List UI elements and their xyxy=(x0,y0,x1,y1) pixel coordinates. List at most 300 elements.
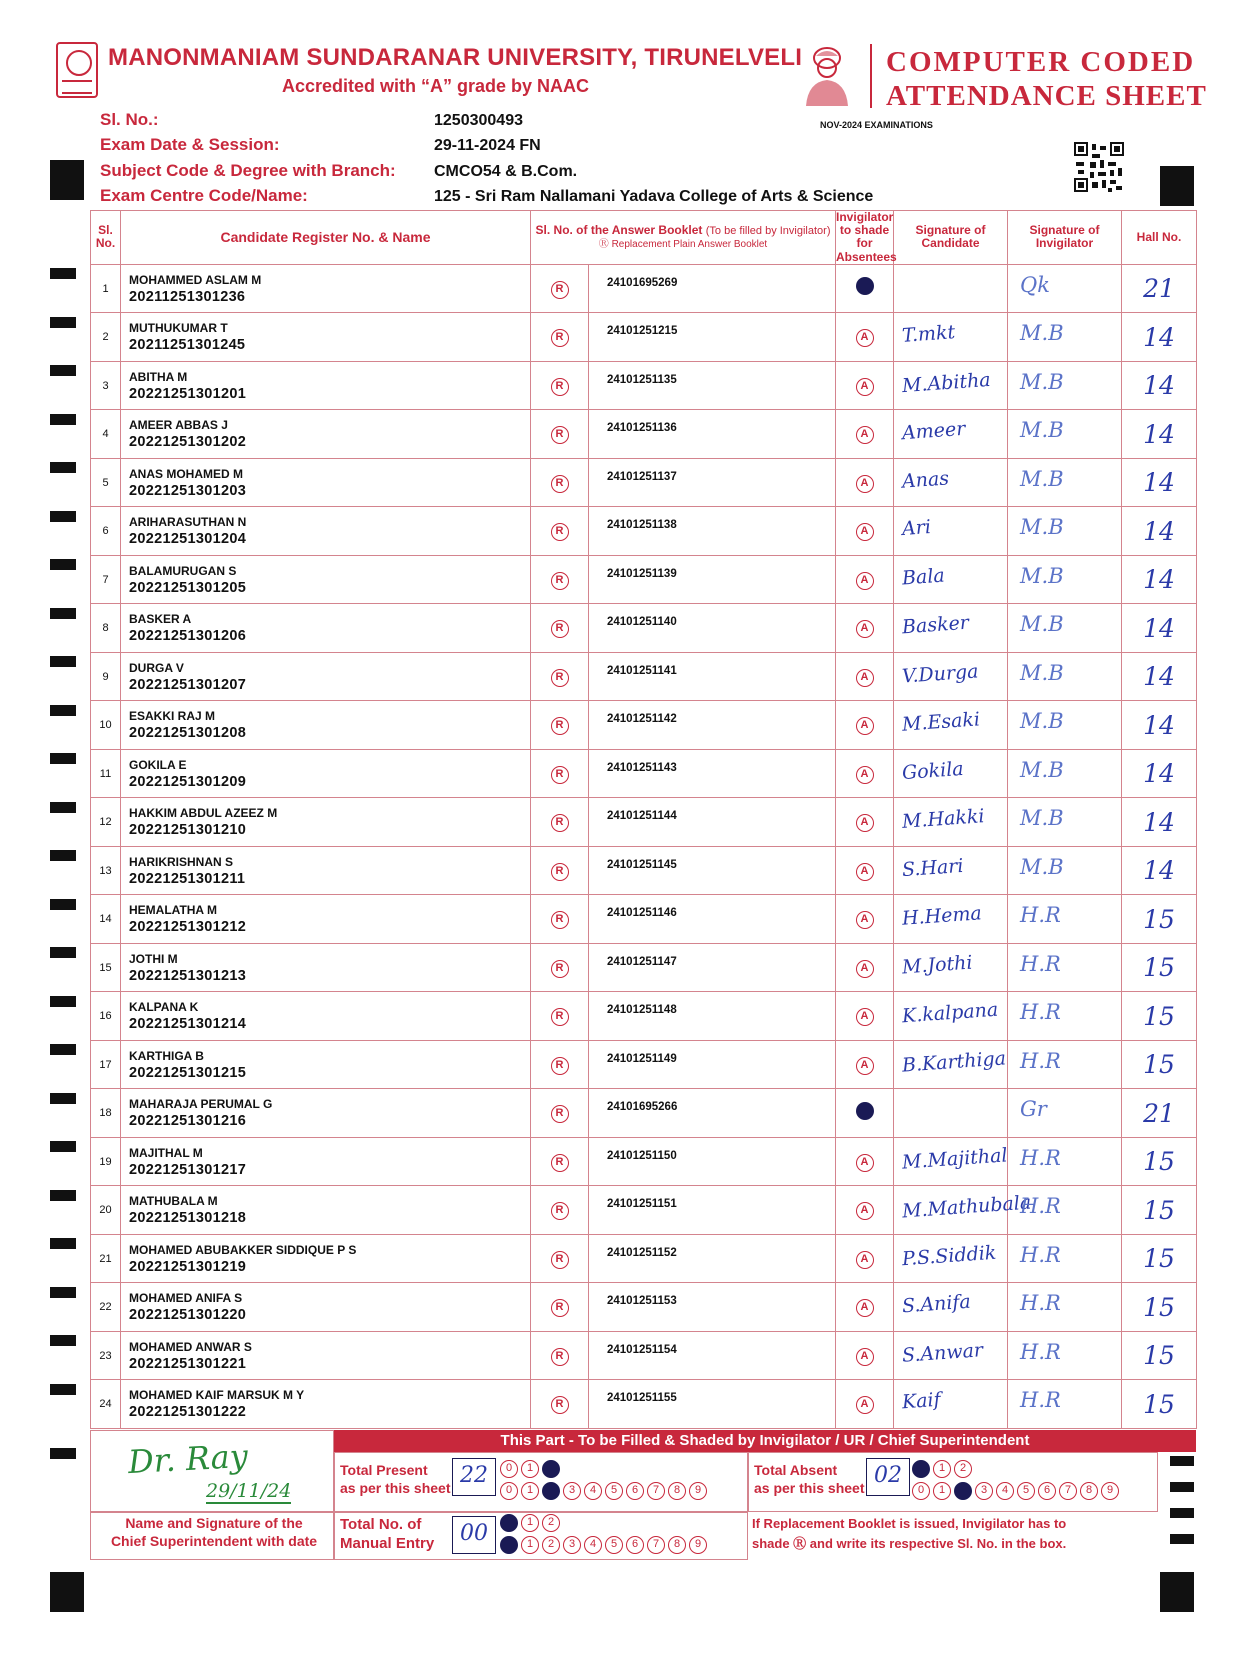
digit-bubble[interactable]: 3 xyxy=(975,1482,993,1500)
row-sl: 12 xyxy=(91,798,121,847)
candidate-signature-cell xyxy=(894,507,1008,556)
absent-bubble[interactable]: A xyxy=(856,329,874,347)
candidate-signature: M.Esaki xyxy=(901,708,981,736)
digit-bubble[interactable] xyxy=(542,1460,560,1478)
digit-bubble[interactable]: 0 xyxy=(500,1460,518,1478)
row-absent xyxy=(836,846,894,895)
digit-bubble[interactable]: 1 xyxy=(521,1514,539,1532)
replacement-bubble[interactable]: R xyxy=(551,1348,569,1366)
digit-bubble[interactable]: 3 xyxy=(563,1482,581,1500)
invigilator-signature-cell xyxy=(1008,410,1122,459)
chief-signature: Dr. Ray xyxy=(127,1436,249,1482)
replacement-bubble[interactable]: R xyxy=(551,717,569,735)
replacement-bubble[interactable]: R xyxy=(551,572,569,590)
digit-bubble[interactable] xyxy=(500,1536,518,1554)
timing-mark xyxy=(50,317,76,328)
answer-booklet-no: 24101251147 xyxy=(589,943,836,992)
invigilator-signature: M.B xyxy=(1020,806,1064,831)
invigilator-signature: H.R xyxy=(1020,1048,1061,1073)
candidate-register-no: 20221251301208 xyxy=(129,725,247,741)
row-replacement xyxy=(531,1089,589,1138)
answer-booklet-no: 24101251151 xyxy=(589,1186,836,1235)
candidate-register-no: 20221251301215 xyxy=(129,1064,247,1081)
digit-bubble[interactable]: 6 xyxy=(626,1536,644,1554)
digit-bubble[interactable]: 4 xyxy=(996,1482,1014,1500)
table-row xyxy=(91,313,1197,362)
total-absent-value[interactable]: 02 xyxy=(866,1458,910,1496)
digit-bubble[interactable]: 7 xyxy=(1059,1482,1077,1500)
invigilator-signature: M.B xyxy=(1020,515,1064,540)
answer-booklet-no: 24101251145 xyxy=(589,846,836,895)
row-sl: 17 xyxy=(91,1040,121,1089)
row-absent xyxy=(836,1283,894,1332)
digit-bubble[interactable]: 0 xyxy=(500,1482,518,1500)
row-absent xyxy=(836,604,894,653)
candidate-register-no: 20221251301205 xyxy=(129,579,247,596)
hall-no: 14 xyxy=(1122,749,1197,798)
replacement-note xyxy=(752,1514,1066,1553)
invigilator-signature: Qk xyxy=(1020,272,1050,297)
row-absent xyxy=(836,1040,894,1089)
chief-label-line1: Name and Signature of the xyxy=(125,1515,303,1531)
replacement-bubble[interactable]: R xyxy=(551,378,569,396)
row-candidate xyxy=(121,555,531,604)
replacement-bubble[interactable]: R xyxy=(551,426,569,444)
total-present-value[interactable]: 22 xyxy=(452,1458,496,1496)
candidate-register-no: 20221251301212 xyxy=(129,919,247,935)
row-sl: 9 xyxy=(91,652,121,701)
digit-bubble[interactable]: 4 xyxy=(584,1536,602,1554)
absent-bubble[interactable]: A xyxy=(856,766,874,784)
absent-tens-bubbles[interactable] xyxy=(912,1460,972,1478)
hall-no: 15 xyxy=(1122,1234,1197,1283)
timing-mark xyxy=(50,1287,76,1298)
total-absent-label-line2: as per this sheet xyxy=(754,1479,865,1496)
absent-bubble[interactable]: A xyxy=(856,620,874,638)
digit-bubble[interactable] xyxy=(954,1482,972,1500)
digit-bubble[interactable]: 3 xyxy=(563,1536,581,1554)
timing-mark xyxy=(50,1093,76,1104)
row-sl: 5 xyxy=(91,458,121,507)
timing-mark xyxy=(50,414,76,425)
invigilator-signature: H.R xyxy=(1020,1242,1061,1267)
digit-bubble[interactable]: 5 xyxy=(605,1536,623,1554)
invigilator-signature-cell xyxy=(1008,1283,1122,1332)
row-absent xyxy=(836,1089,894,1138)
row-candidate xyxy=(121,313,531,362)
manual-entry-label-line2: Manual Entry xyxy=(340,1534,435,1552)
absent-bubble[interactable]: A xyxy=(856,1396,874,1414)
candidate-signature-cell xyxy=(894,1331,1008,1380)
hall-no: 15 xyxy=(1122,943,1197,992)
replacement-bubble[interactable]: R xyxy=(551,911,569,929)
chief-label-line2: Chief Superintendent with date xyxy=(110,1533,318,1550)
replacement-bubble[interactable]: R xyxy=(551,523,569,541)
header-divider xyxy=(870,44,872,108)
row-candidate xyxy=(121,604,531,653)
digit-bubble[interactable]: 1 xyxy=(933,1460,951,1478)
row-sl: 2 xyxy=(91,313,121,362)
digit-bubble[interactable]: 4 xyxy=(584,1482,602,1500)
absent-bubble[interactable]: A xyxy=(856,669,874,687)
invigilator-signature-cell xyxy=(1008,604,1122,653)
row-replacement xyxy=(531,1331,589,1380)
replacement-bubble[interactable]: R xyxy=(551,1299,569,1317)
timing-mark xyxy=(50,1448,76,1459)
col-candidate-label: Candidate Register No. & Name xyxy=(220,228,431,245)
invigilator-signature-cell xyxy=(1008,458,1122,507)
replacement-bubble[interactable]: R xyxy=(551,669,569,687)
sl-no-value: 1250300493 xyxy=(434,112,523,129)
hall-no: 14 xyxy=(1122,313,1197,362)
candidate-signature: M.Majithal xyxy=(901,1144,1009,1174)
row-sl: 1 xyxy=(91,264,121,313)
digit-bubble[interactable] xyxy=(500,1514,518,1532)
replacement-bubble[interactable]: R xyxy=(551,1251,569,1269)
candidate-signature-cell xyxy=(894,701,1008,750)
answer-booklet-no: 24101251136 xyxy=(589,410,836,459)
answer-booklet-no: 24101251143 xyxy=(589,749,836,798)
invigilator-signature-cell xyxy=(1008,992,1122,1041)
absent-bubble-shaded[interactable] xyxy=(856,1102,874,1120)
digit-bubble[interactable]: 9 xyxy=(689,1536,707,1554)
replacement-bubble[interactable]: R xyxy=(551,620,569,638)
candidate-signature-cell xyxy=(894,1089,1008,1138)
candidate-name: MOHAMED ABUBAKKER SIDDIQUE P S xyxy=(129,1242,357,1257)
candidate-register-no: 20221251301221 xyxy=(129,1355,247,1372)
digit-bubble[interactable]: 2 xyxy=(542,1514,560,1532)
hall-no: 14 xyxy=(1122,798,1197,847)
answer-booklet-no: 24101251149 xyxy=(589,1040,836,1089)
candidate-signature: M.Jothi xyxy=(901,951,974,979)
replacement-note-line2: shade Ⓡ and write its respective Sl. No. in the box. xyxy=(752,1535,1067,1551)
row-absent xyxy=(836,458,894,507)
replacement-bubble[interactable]: R xyxy=(551,1154,569,1172)
candidate-name: ABITHA M xyxy=(129,369,188,384)
absent-bubble[interactable]: A xyxy=(856,572,874,590)
col-candidate xyxy=(121,211,531,265)
timing-mark xyxy=(50,705,76,716)
row-replacement xyxy=(531,507,589,556)
digit-bubble[interactable]: 5 xyxy=(605,1482,623,1500)
row-candidate xyxy=(121,701,531,750)
row-sl: 22 xyxy=(91,1283,121,1332)
subject-label: Subject Code & Degree with Branch: xyxy=(100,161,396,180)
digit-bubble[interactable]: 8 xyxy=(1080,1482,1098,1500)
candidate-register-no: 20221251301207 xyxy=(129,676,247,693)
row-absent xyxy=(836,1234,894,1283)
timing-mark xyxy=(50,802,76,813)
absent-bubble[interactable]: A xyxy=(856,863,874,881)
hall-no: 15 xyxy=(1122,1380,1197,1429)
invigilator-signature-cell xyxy=(1008,264,1122,313)
exam-date-label: Exam Date & Session: xyxy=(100,135,280,154)
digit-bubble[interactable]: 2 xyxy=(954,1460,972,1478)
exam-tag: NOV-2024 EXAMINATIONS xyxy=(820,120,933,130)
table-row xyxy=(91,604,1197,653)
timing-mark xyxy=(50,656,76,667)
hall-no: 14 xyxy=(1122,458,1197,507)
row-absent xyxy=(836,1186,894,1235)
timing-mark xyxy=(1170,1508,1194,1518)
exam-date-value: 29-11-2024 FN xyxy=(434,137,541,154)
candidate-signature-cell xyxy=(894,458,1008,507)
timing-mark xyxy=(50,559,76,570)
present-tens-bubbles[interactable] xyxy=(500,1460,560,1478)
absent-bubble[interactable]: A xyxy=(856,1008,874,1026)
digit-bubble[interactable]: 1 xyxy=(521,1460,539,1478)
replacement-bubble[interactable]: R xyxy=(551,329,569,347)
digit-bubble[interactable] xyxy=(542,1482,560,1500)
candidate-signature-cell xyxy=(894,1380,1008,1429)
timing-mark xyxy=(1170,1534,1194,1544)
candidate-signature: S.Hari xyxy=(901,854,965,881)
digit-bubble[interactable]: 7 xyxy=(647,1482,665,1500)
table-row xyxy=(91,749,1197,798)
answer-booklet-no: 24101251152 xyxy=(589,1234,836,1283)
manual-tens-bubbles[interactable] xyxy=(500,1514,560,1532)
row-sl: 20 xyxy=(91,1186,121,1235)
candidate-signature: Anas xyxy=(901,467,950,493)
replacement-bubble[interactable]: R xyxy=(551,1008,569,1026)
candidate-name: DURGA V xyxy=(129,660,184,675)
invigilator-signature: H.R xyxy=(1020,1000,1061,1025)
answer-booklet-no: 24101251215 xyxy=(589,313,836,362)
hall-no: 14 xyxy=(1122,361,1197,410)
table-row xyxy=(91,652,1197,701)
candidate-signature: H.Hema xyxy=(901,902,983,931)
candidate-signature: Gokila xyxy=(901,757,965,784)
answer-booklet-no: 24101251138 xyxy=(589,507,836,556)
hall-no: 14 xyxy=(1122,410,1197,459)
row-sl: 10 xyxy=(91,701,121,750)
invigilator-signature-cell xyxy=(1008,1186,1122,1235)
row-sl: 24 xyxy=(91,1380,121,1429)
row-replacement xyxy=(531,701,589,750)
candidate-signature-cell xyxy=(894,1186,1032,1235)
candidate-signature-cell xyxy=(894,846,1008,895)
row-absent xyxy=(836,313,894,362)
digit-bubble[interactable]: 9 xyxy=(1101,1482,1119,1500)
invigilator-signature: Gr xyxy=(1020,1097,1047,1122)
row-replacement xyxy=(531,1186,589,1235)
row-replacement xyxy=(531,652,589,701)
answer-booklet-no: 24101251148 xyxy=(589,992,836,1041)
digit-bubble[interactable] xyxy=(912,1460,930,1478)
hall-no: 14 xyxy=(1122,555,1197,604)
replacement-bubble[interactable]: R xyxy=(551,475,569,493)
candidate-name: MUTHUKUMAR T xyxy=(129,321,228,335)
candidate-name: JOTHI M xyxy=(129,951,178,966)
replacement-bubble[interactable]: R xyxy=(551,1396,569,1414)
table-row xyxy=(91,895,1197,944)
replacement-bubble[interactable]: R xyxy=(551,1202,569,1220)
row-replacement xyxy=(531,1040,589,1089)
manual-entry-value[interactable]: 00 xyxy=(452,1516,496,1554)
row-replacement xyxy=(531,749,589,798)
candidate-name: MOHAMED KAIF MARSUK M Y xyxy=(129,1388,305,1402)
invigilator-signature: H.R xyxy=(1020,903,1061,928)
absent-bubble[interactable]: A xyxy=(856,1154,874,1172)
row-replacement xyxy=(531,410,589,459)
row-replacement xyxy=(531,264,589,313)
total-present-label-line2: as per this sheet xyxy=(340,1479,451,1496)
hall-no: 15 xyxy=(1122,1283,1197,1332)
digit-bubble[interactable]: 1 xyxy=(521,1536,539,1554)
candidate-signature-cell xyxy=(894,410,1008,459)
absent-bubble[interactable]: A xyxy=(856,523,874,541)
candidate-name: MAHARAJA PERUMAL G xyxy=(129,1097,273,1111)
invigilator-signature-cell xyxy=(1008,1040,1122,1089)
hall-no: 15 xyxy=(1122,1040,1197,1089)
absent-units-bubbles[interactable] xyxy=(912,1482,1119,1500)
chief-signature-date: 29/11/24 xyxy=(206,1480,292,1502)
invigilator-signature-cell xyxy=(1008,652,1122,701)
row-absent xyxy=(836,264,894,313)
row-sl: 15 xyxy=(91,943,121,992)
timing-mark xyxy=(1160,1572,1194,1612)
row-candidate xyxy=(121,1234,531,1283)
absent-bubble[interactable]: A xyxy=(856,1202,874,1220)
replacement-bubble[interactable]: R xyxy=(551,766,569,784)
digit-bubble[interactable]: 1 xyxy=(521,1482,539,1500)
candidate-signature: S.Anifa xyxy=(901,1290,972,1318)
table-row xyxy=(91,410,1197,459)
row-candidate xyxy=(121,1380,531,1429)
invigilator-signature-cell xyxy=(1008,361,1122,410)
candidate-name: AMEER ABBAS J xyxy=(129,418,228,432)
answer-booklet-no: 24101251155 xyxy=(589,1380,836,1429)
absent-bubble-shaded[interactable] xyxy=(856,277,874,295)
digit-bubble[interactable]: 2 xyxy=(542,1536,560,1554)
invigilator-signature: M.B xyxy=(1020,854,1064,879)
row-candidate xyxy=(121,846,531,895)
manual-entry-label xyxy=(340,1516,434,1554)
timing-mark xyxy=(50,365,76,376)
replacement-bubble[interactable]: R xyxy=(551,281,569,299)
absent-bubble[interactable]: A xyxy=(856,378,874,396)
hall-no: 14 xyxy=(1122,652,1197,701)
absent-bubble[interactable]: A xyxy=(856,1299,874,1317)
table-row xyxy=(91,1234,1197,1283)
row-sl: 13 xyxy=(91,846,121,895)
timing-mark xyxy=(50,1141,76,1152)
digit-bubble[interactable]: 8 xyxy=(668,1482,686,1500)
digit-bubble[interactable]: 6 xyxy=(626,1482,644,1500)
timing-mark xyxy=(50,753,76,764)
manual-units-bubbles[interactable] xyxy=(500,1536,707,1554)
timing-mark xyxy=(50,462,76,473)
candidate-name: MOHAMED ANWAR S xyxy=(129,1339,252,1354)
candidate-signature: B.Karthiga xyxy=(901,1047,1007,1077)
invigilator-signature: M.B xyxy=(1020,466,1064,491)
replacement-bubble[interactable]: R xyxy=(551,863,569,881)
absent-bubble[interactable]: A xyxy=(856,475,874,493)
row-sl: 19 xyxy=(91,1137,121,1186)
candidate-name: MOHAMMED ASLAM M xyxy=(129,272,262,287)
candidate-register-no: 20221251301219 xyxy=(129,1258,247,1275)
row-candidate xyxy=(121,749,531,798)
row-candidate xyxy=(121,895,531,944)
digit-bubble[interactable]: 5 xyxy=(1017,1482,1035,1500)
replacement-bubble[interactable]: R xyxy=(551,814,569,832)
digit-bubble[interactable]: 7 xyxy=(647,1536,665,1554)
absent-bubble[interactable]: A xyxy=(856,1251,874,1269)
absent-bubble[interactable]: A xyxy=(856,1348,874,1366)
present-units-bubbles[interactable] xyxy=(500,1482,707,1500)
row-candidate xyxy=(121,798,531,847)
candidate-signature: Ameer xyxy=(901,418,967,445)
col-sig-invigilator: Signature of Invigilator xyxy=(1008,211,1122,265)
absent-bubble[interactable]: A xyxy=(856,1057,874,1075)
hall-no: 15 xyxy=(1122,1137,1197,1186)
row-candidate xyxy=(121,652,531,701)
absent-bubble[interactable]: A xyxy=(856,717,874,735)
replacement-bubble[interactable]: R xyxy=(551,1057,569,1075)
row-candidate xyxy=(121,1137,531,1186)
row-candidate xyxy=(121,1331,531,1380)
digit-bubble[interactable]: 0 xyxy=(912,1482,930,1500)
candidate-signature: Bala xyxy=(901,564,946,590)
replacement-bubble[interactable]: R xyxy=(551,1105,569,1123)
absent-bubble[interactable]: A xyxy=(856,426,874,444)
row-replacement xyxy=(531,1283,589,1332)
digit-bubble[interactable]: 6 xyxy=(1038,1482,1056,1500)
candidate-register-no: 20221251301216 xyxy=(129,1113,247,1129)
timing-mark xyxy=(1170,1456,1194,1466)
invigilator-signature: M.B xyxy=(1020,418,1064,443)
candidate-register-no: 20221251301220 xyxy=(129,1307,247,1323)
table-row xyxy=(91,1380,1197,1429)
candidate-register-no: 20221251301209 xyxy=(129,773,247,790)
candidate-register-no: 20221251301214 xyxy=(129,1016,247,1032)
candidate-name: HEMALATHA M xyxy=(129,903,217,917)
total-absent-label-line1: Total Absent xyxy=(754,1462,838,1478)
row-replacement xyxy=(531,604,589,653)
candidate-register-no: 20211251301236 xyxy=(129,288,246,305)
invigilator-signature-cell xyxy=(1008,1234,1122,1283)
candidate-signature: K.kalpana xyxy=(901,998,999,1028)
row-absent xyxy=(836,555,894,604)
sl-no-label: Sl. No.: xyxy=(100,110,159,129)
digit-bubble[interactable]: 8 xyxy=(668,1536,686,1554)
invigilator-signature: H.R xyxy=(1020,1194,1061,1219)
invigilator-signature-cell xyxy=(1008,749,1122,798)
row-sl: 16 xyxy=(91,992,121,1041)
replacement-bubble[interactable]: R xyxy=(551,960,569,978)
table-row xyxy=(91,264,1197,313)
qr-code-icon xyxy=(1074,142,1124,192)
absent-bubble[interactable]: A xyxy=(856,814,874,832)
centre-value: 125 - Sri Ram Nallamani Yadava College of Arts & Science xyxy=(434,188,874,205)
row-replacement xyxy=(531,895,589,944)
digit-bubble[interactable]: 1 xyxy=(933,1482,951,1500)
answer-booklet-no: 24101251135 xyxy=(589,361,836,410)
row-candidate xyxy=(121,1089,531,1138)
row-replacement xyxy=(531,361,589,410)
invigilator-signature: M.B xyxy=(1020,563,1064,588)
hall-no: 21 xyxy=(1122,264,1197,313)
digit-bubble[interactable]: 9 xyxy=(689,1482,707,1500)
candidate-signature: S.Anwar xyxy=(901,1338,984,1367)
candidate-signature-cell xyxy=(894,313,1008,362)
row-absent xyxy=(836,992,894,1041)
absent-bubble[interactable]: A xyxy=(856,960,874,978)
candidate-register-no: 20221251301210 xyxy=(129,822,247,838)
absent-bubble[interactable]: A xyxy=(856,911,874,929)
answer-booklet-no: 24101251154 xyxy=(589,1331,836,1380)
table-row xyxy=(91,798,1197,847)
